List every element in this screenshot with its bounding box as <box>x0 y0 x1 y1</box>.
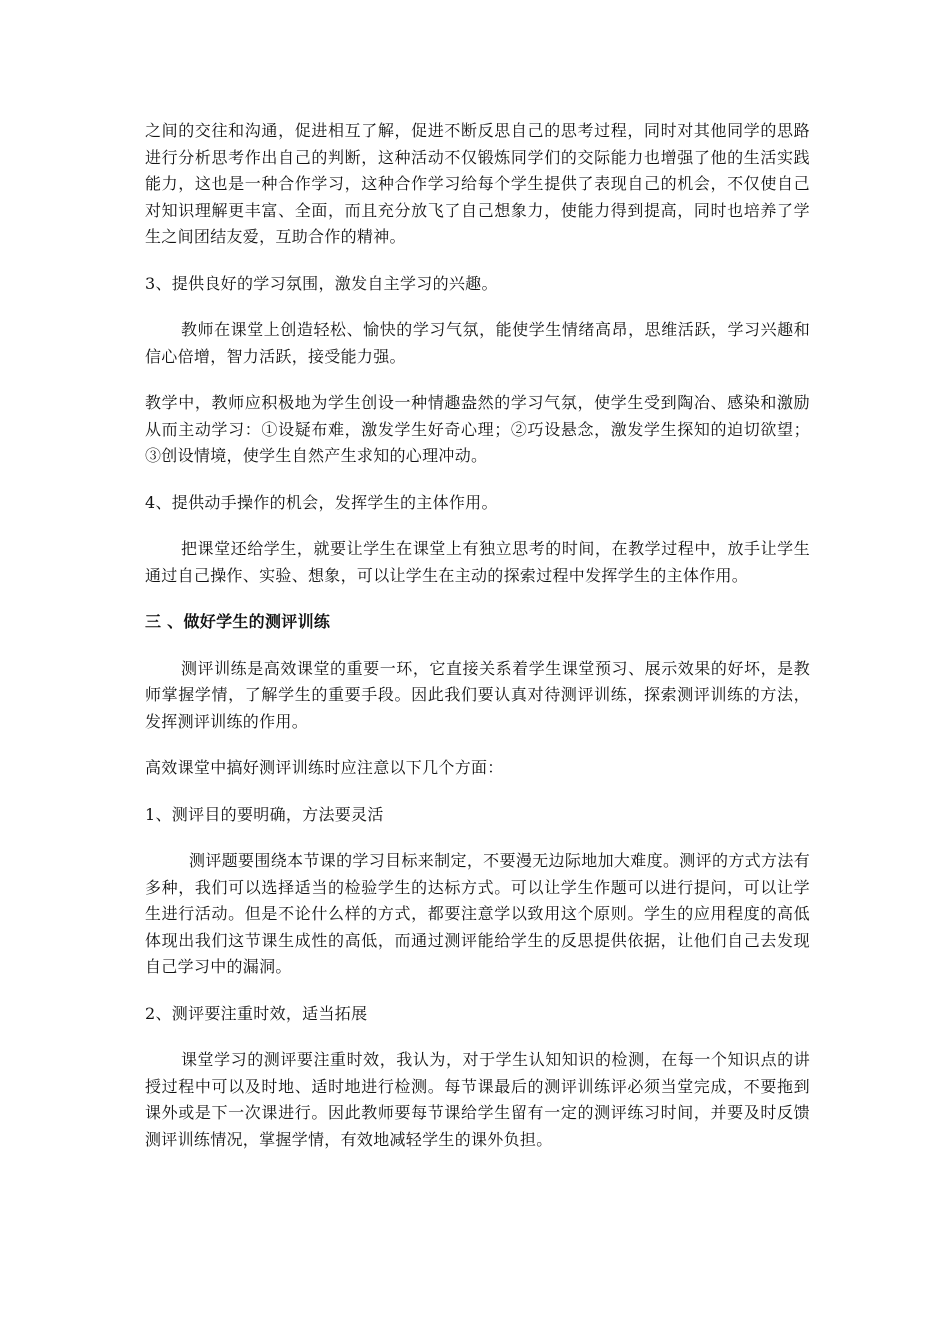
paragraph-return-classroom: 把课堂还给学生，就要让学生在课堂上有独立思考的时间，在教学过程中，放手让学生通过自己操作、实验、想象，可以让学生在主动的探索过程中发挥学生的主体作用。 <box>145 539 810 585</box>
subheading-clear-goals: 1、测评目的要明确，方法要灵活 <box>145 804 384 824</box>
paragraph-assessment-aspects: 高效课堂中搞好测评训练时应注意以下几个方面： <box>145 758 504 777</box>
paragraph-assessment-methods: 测评题要围绕本节课的学习目标来制定，不要漫无边际地加大难度。测评的方式方法有多种，我们可以选择适当的检验学生的达标方式。可以让学生作题可以进行提问，可以让学生进行活动。但是不论什么样的方式，都要注意学以致用这个原则。学生的应用程度的高低体现出我们这节课生成性的高低，而通过测评能给学生的反思提供依据，让他们自己去发现自己学习中的漏洞。 <box>145 851 810 976</box>
paragraph-timely-assessment: 课堂学习的测评要注重时效，我认为，对于学生认知知识的检测，在每一个知识点的讲授过程中可以及时地、适时地进行检测。每节课最后的测评训练评必须当堂完成，不要拖到课外或是下一次课进行。因此教师要每节课给学生留有一定的测评练习时间，并要及时反馈测评训练情况，掌握学情，有效地减轻学生的课外负担。 <box>145 1050 810 1149</box>
section-heading-assessment: 三 、做好学生的测评训练 <box>145 612 331 631</box>
paragraph-relaxed-atmosphere: 教师在课堂上创造轻松、愉快的学习气氛，能使学生情绪高昂，思维活跃，学习兴趣和信心倍增，智力活跃，接受能力强。 <box>145 320 810 366</box>
subheading-hands-on: 4、提供动手操作的机会，发挥学生的主体作用。 <box>145 492 498 512</box>
subheading-timeliness: 2、测评要注重时效，适当拓展 <box>145 1003 368 1023</box>
subheading-learning-atmosphere: 3、提供良好的学习氛围，激发自主学习的兴趣。 <box>145 273 498 293</box>
paragraph-cooperative-learning: 之间的交往和沟通，促进相互了解，促进不断反思自己的思考过程，同时对其他同学的思路进行分析思考作出自己的判断，这种活动不仅锻炼同学们的交际能力也增强了他的生活实践能力，这也是一种合作学习，这种合作学习给每个学生提供了表现自己的机会，不仅使自己对知识理解更丰富、全面，而且充分放飞了自己想象力，使能力得到提高，同时也培养了学生之间团结友爱，互助合作的精神。 <box>145 121 810 246</box>
paragraph-assessment-importance: 测评训练是高效课堂的重要一环，它直接关系着学生课堂预习、展示效果的好坏，是教师掌握学情，了解学生的重要手段。因此我们要认真对待测评训练，探索测评训练的方法，发挥测评训练的作用。 <box>145 658 810 731</box>
paragraph-teaching-atmosphere: 教学中，教师应积极地为学生创设一种情趣盎然的学习气氛，使学生受到陶冶、感染和激励从而主动学习：①设疑布难，激发学生好奇心理；②巧设悬念，激发学生探知的迫切欲望；③创设情境，使学生自然产生求知的心理冲动。 <box>145 393 810 465</box>
document-page <box>145 118 810 1173</box>
